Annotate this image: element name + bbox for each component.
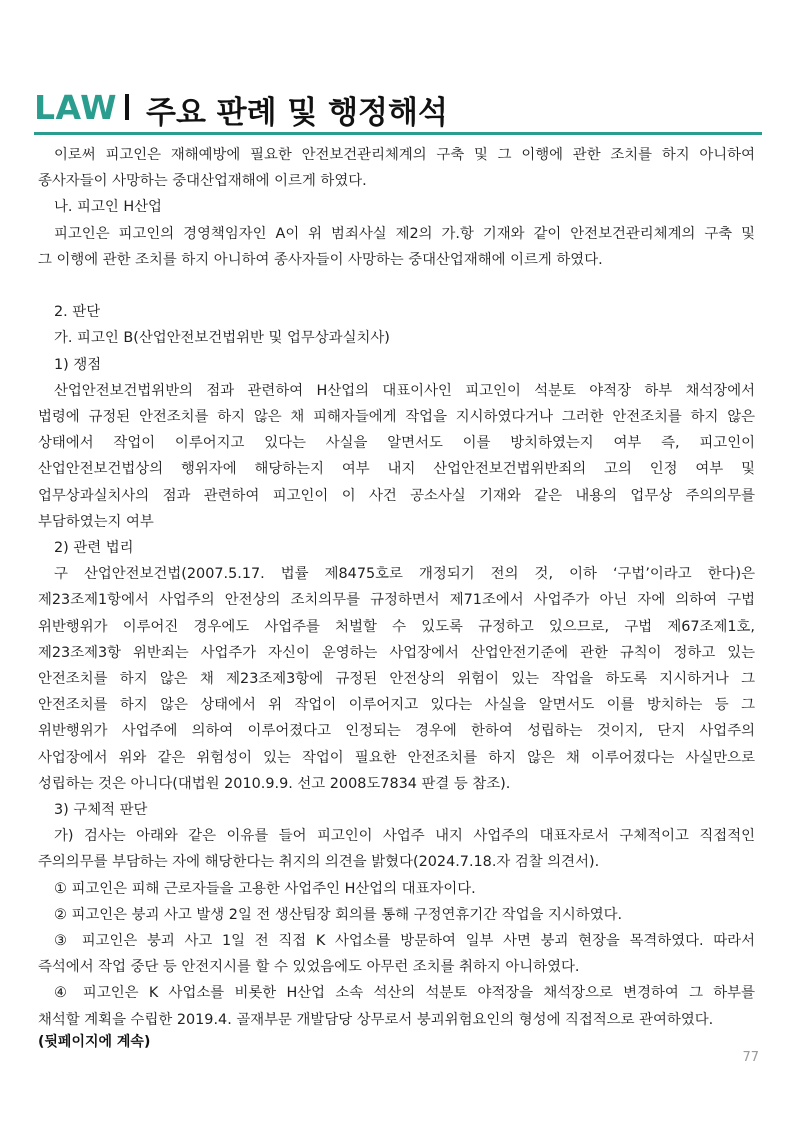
body-line: 위반행위가 이루어진 경우에도 사업주를 처벌할 수 있도록 규정하고 있으므로, 구법 제67조제1호, (38, 618, 755, 635)
page-title: 주요 판례 및 행정해석 (146, 95, 448, 131)
body-line: 위반행위가 사업주에 의하여 이루어졌다고 인정되는 경우에 한하여 성립하는 것이지, 단지 사업주의 (38, 723, 755, 740)
body-line: ② 피고인은 붕괴 사고 발생 2일 전 생산팀장 회의를 통해 구정연휴기간 작업을 지시하였다. (54, 906, 623, 923)
body-line: 가) 검사는 아래와 같은 이유를 들어 피고인이 사업주 내지 사업주의 대표자로서 구체적이고 직접적인 (54, 828, 755, 845)
body-line: 3) 구체적 판단 (54, 802, 148, 819)
body-line: ① 피고인은 피해 근로자들을 고용한 사업주인 H산업의 대표자이다. (54, 880, 476, 897)
body-line: 이로써 피고인은 재해예방에 필요한 안전보건관리체계의 구축 및 그 이행에 관한 조치를 하지 아니하여 (54, 147, 755, 163)
body-line: 피고인은 피고인의 경영책임자인 A이 위 범죄사실 제2의 가.항 기재와 같이 안전보건관리체계의 구축 및 (54, 225, 755, 242)
body-line: 성립하는 것은 아니다(대법원 2010.9.9. 선고 2008도7834 판결 등 참조). (38, 775, 511, 792)
body-line: 2. 판단 (54, 304, 101, 321)
body-line: 즉석에서 작업 중단 등 안전지시를 할 수 있었음에도 아무런 조치를 취하지 아니하였다. (38, 959, 580, 976)
body-line (38, 273, 755, 299)
body-line: 2) 관련 법리 (54, 540, 134, 557)
body-line: 가. 피고인 B(산업안전보건법위반 및 업무상과실치사) (54, 330, 390, 347)
section-label: LAW (34, 88, 117, 127)
body-line: 1) 쟁점 (54, 356, 102, 373)
body-line: 안전조치를 하지 않은 채 제23조제3항에 규정된 안전상의 위험이 있는 작업을 하도록 지시하거나 그 (38, 671, 755, 688)
body-line: 제23조제3항 위반죄는 사업주가 자신이 운영하는 사업장에서 산업안전기준에 관한 규칙이 정하고 있는 (38, 644, 755, 661)
body-line: 부담하였는지 여부 (38, 513, 154, 530)
header-rule (34, 132, 762, 135)
body-line: 주의의무를 부담하는 자에 해당한다는 취지의 의견을 밝혔다(2024.7.18.자 검찰 의견서). (38, 854, 600, 871)
body-line: ④ 피고인은 K 사업소를 비롯한 H산업 소속 석산의 석분토 야적장을 채석장으로 변경하여 그 하부를 (54, 985, 755, 1002)
body-line: 안전조치를 하지 않은 상태에서 위 작업이 이루어지고 있다는 사실을 알면서도 이를 방치하는 등 그 (38, 697, 755, 714)
body-line: 법령에 규정된 안전조치를 하지 않은 채 피해자들에게 작업을 지시하였다거나 그러한 안전조치를 하지 않은 (38, 409, 755, 426)
body-line: 그 이행에 관한 조치를 하지 아니하여 종사자들이 사망하는 중대산업재해에 이르게 하였다. (38, 251, 603, 268)
body-lines (38, 142, 755, 1033)
body-line: 사업장에서 위와 같은 위험성이 있는 작업이 필요한 안전조치를 하지 않은 채 이루어졌다는 사실만으로 (38, 749, 755, 766)
header-divider (125, 94, 129, 120)
body-line: 종사자들이 사망하는 중대산업재해에 이르게 하였다. (38, 173, 367, 190)
document-body (38, 142, 755, 1051)
body-line: 산업안전보건법위반의 점과 관련하여 H산업의 대표이사인 피고인이 석분토 야적장 하부 채석장에서 (54, 382, 755, 399)
continued-note: (뒷페이지에 계속) (38, 1033, 151, 1050)
body-line: ③ 피고인은 붕괴 사고 1일 전 직접 K 사업소를 방문하여 일부 사면 붕괴 현장을 목격하였다. 따라서 (54, 933, 755, 950)
body-line: 제23조제1항에서 사업주의 안전상의 조치의무를 규정하면서 제71조에서 사업주가 아닌 자에 의하여 구법 (38, 592, 755, 609)
body-line: 구 산업안전보건법(2007.5.17. 법률 제8475호로 개정되기 전의 것, 이하 ‘구법’이라고 한다)은 (54, 566, 755, 583)
body-line: 산업안전보건법상의 행위자에 해당하는지 여부 내지 산업안전보건법위반죄의 고의 인정 여부 및 (38, 461, 755, 478)
body-line: 업무상과실치사의 점과 관련하여 피고인이 이 사건 공소사실 기재와 같은 내용의 업무상 주의의무를 (38, 487, 755, 504)
page-number: 77 (742, 1050, 759, 1065)
body-line: 나. 피고인 H산업 (54, 199, 162, 216)
page-header (34, 84, 762, 136)
body-line: 상태에서 작업이 이루어지고 있다는 사실을 알면서도 이를 방치하였는지 여부 즉, 피고인이 (38, 435, 755, 452)
body-line: 채석할 계획을 수립한 2019.4. 골재부문 개발담당 상무로서 붕괴위험요인의 형성에 직접적으로 관여하였다. (38, 1011, 714, 1028)
